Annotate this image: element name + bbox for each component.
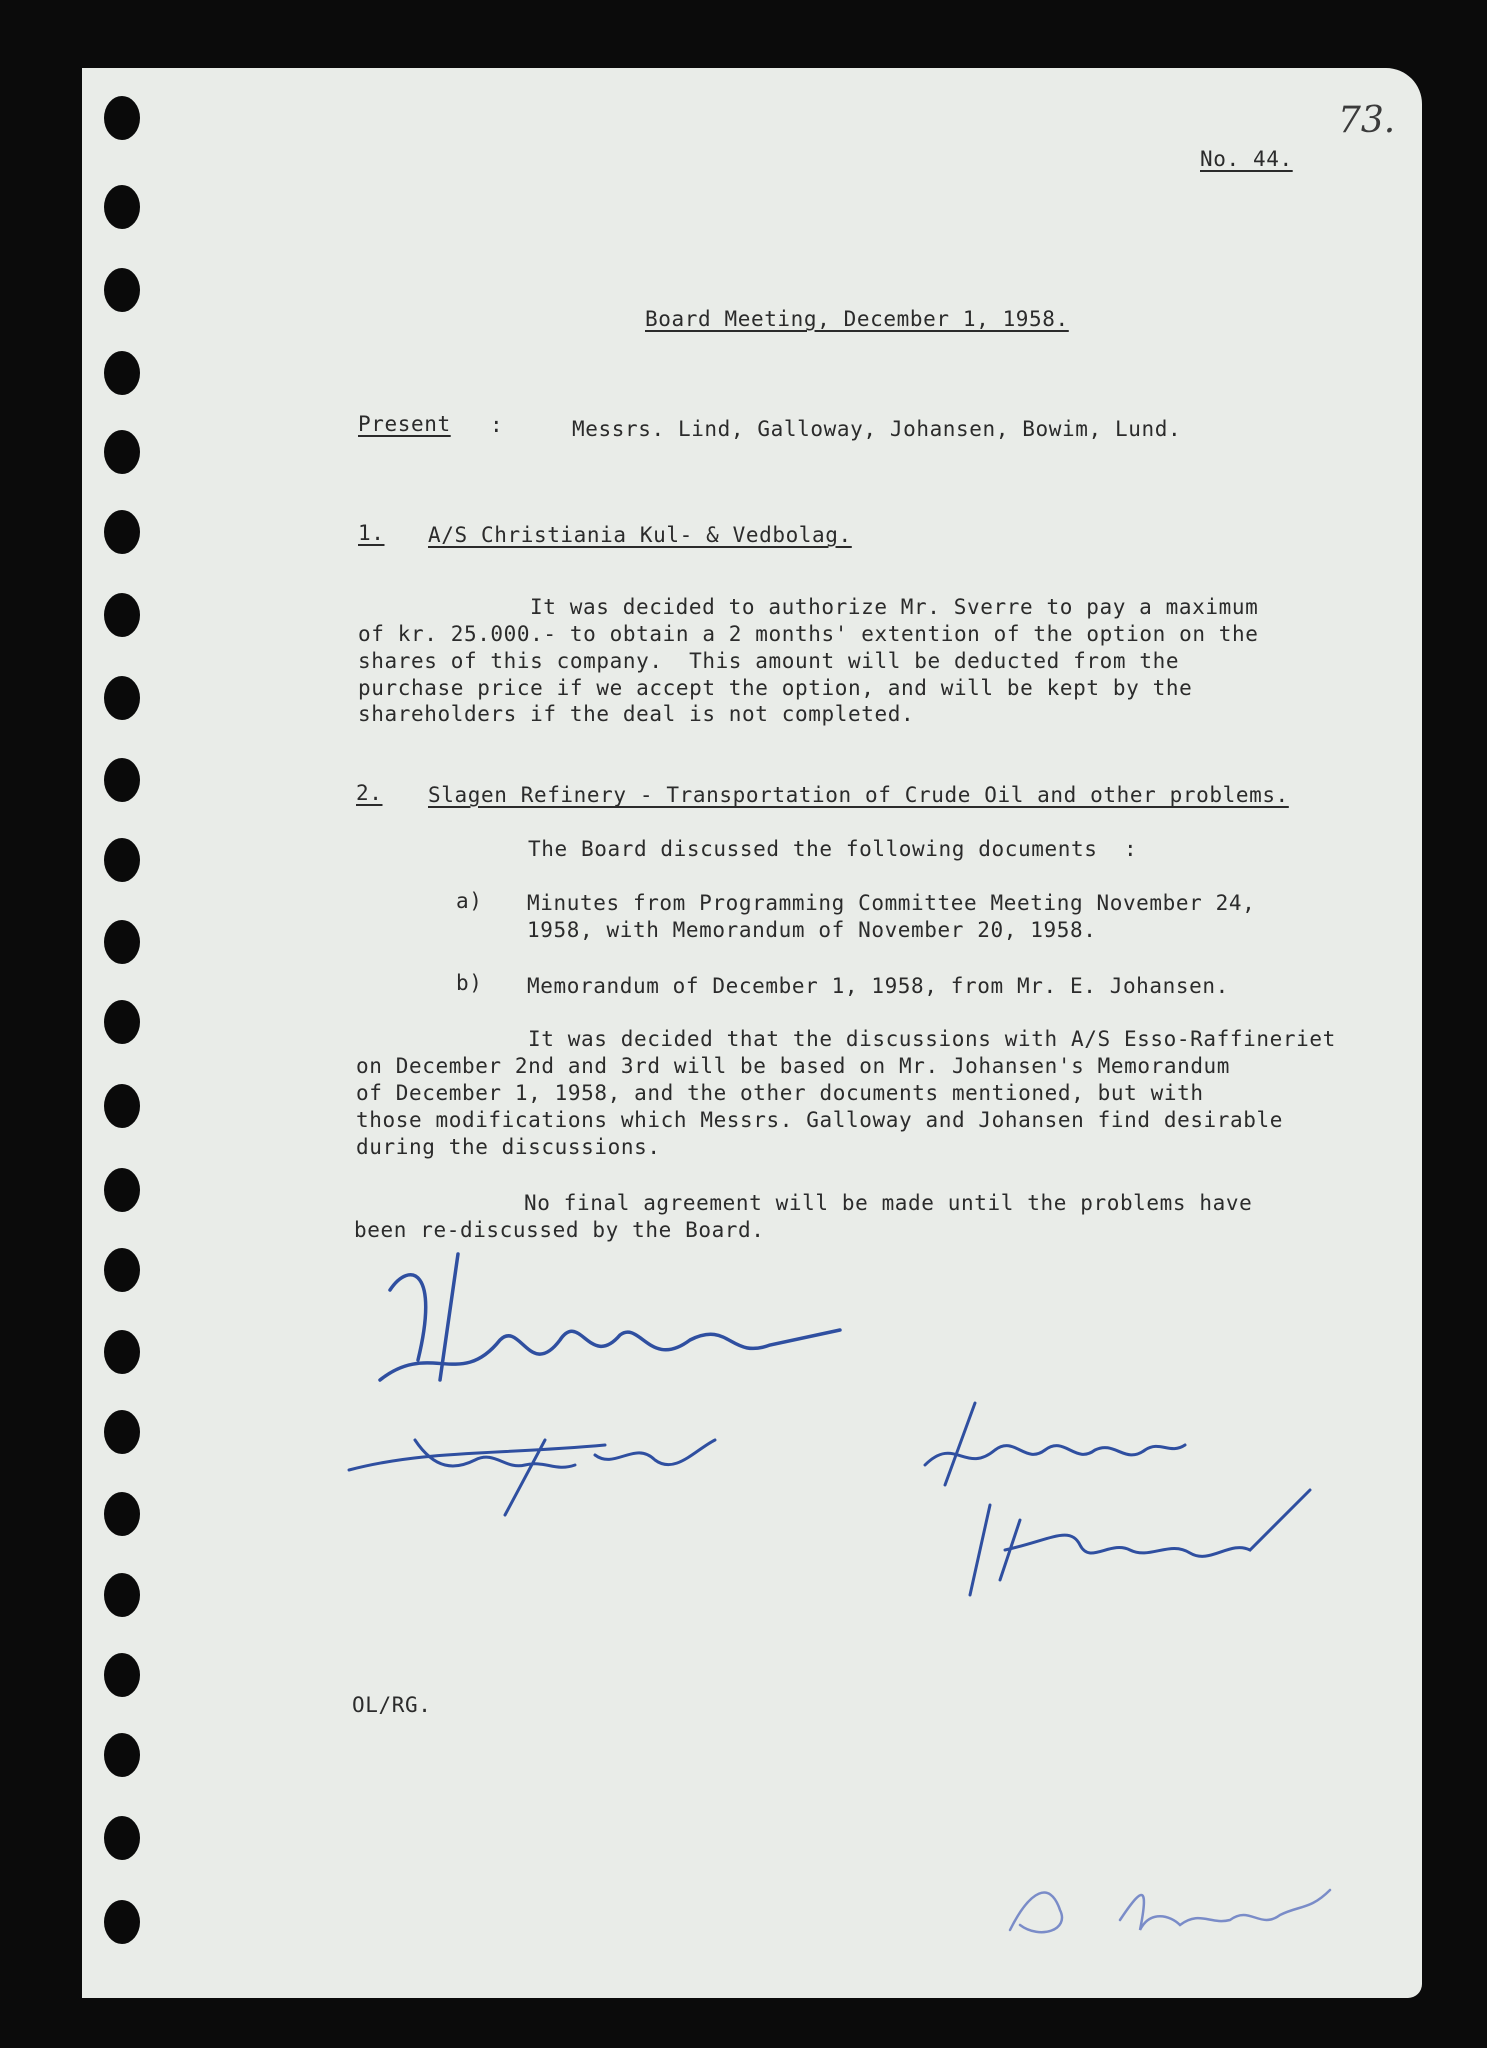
item2-para1-line: of December 1, 1958, and the other documents mentioned, but with: [356, 1081, 1204, 1105]
binder-hole: [104, 185, 140, 229]
item2-para1-line: on December 2nd and 3rd will be based on Mr. Johansen's Memorandum: [356, 1054, 1231, 1078]
binder-hole: [104, 510, 140, 554]
reference-initials: OL/RG.: [352, 1693, 432, 1717]
item2-heading: Slagen Refinery - Transportation of Crude Oil and other problems.: [428, 783, 1289, 807]
binder-hole: [104, 1084, 140, 1128]
binder-hole: [104, 351, 140, 395]
binder-hole: [104, 1000, 140, 1044]
item2-para1-line: those modifications which Messrs. Galloway and Johansen find desirable: [356, 1108, 1284, 1132]
binder-hole: [104, 1330, 140, 1374]
signature-bowim: [905, 1395, 1205, 1495]
present-label: Present: [358, 412, 451, 436]
item1-number: 1.: [358, 521, 385, 545]
binder-hole: [104, 1816, 140, 1860]
list-item-b-line: Memorandum of December 1, 1958, from Mr. E. Johansen.: [527, 974, 1229, 998]
binder-hole: [104, 1248, 140, 1292]
list-marker-b: b): [456, 971, 483, 995]
binder-hole: [104, 758, 140, 802]
item2-intro: The Board discussed the following documents :: [528, 837, 1138, 861]
signature-galloway: [960, 1485, 1320, 1605]
item1-line: shares of this company. This amount will be deducted from the: [358, 649, 1180, 673]
present-names: Messrs. Lind, Galloway, Johansen, Bowim, Lund.: [572, 417, 1182, 441]
item1-line: shareholders if the deal is not completed.: [358, 702, 915, 726]
item1-line: of kr. 25.000.- to obtain a 2 months' extention of the option on the: [358, 622, 1259, 646]
item2-number: 2.: [356, 781, 383, 805]
item1-line: purchase price if we accept the option, and will be kept by the: [358, 676, 1193, 700]
present-colon: :: [490, 413, 504, 437]
list-item-a-line: Minutes from Programming Committee Meeting November 24,: [527, 891, 1256, 915]
item2-para2-line: No final agreement will be made until the problems have: [524, 1191, 1253, 1215]
item2-para2-line: been re-discussed by the Board.: [354, 1218, 765, 1242]
binder-hole: [104, 676, 140, 720]
signature-lind: [370, 1250, 850, 1410]
binder-hole: [104, 838, 140, 882]
item2-para1-line: It was decided that the discussions with A/S Esso-Raffineriet: [528, 1027, 1336, 1051]
signature-johansen: [345, 1410, 725, 1520]
binder-hole: [104, 1168, 140, 1212]
binder-hole: [104, 593, 140, 637]
item1-line: It was decided to authorize Mr. Sverre to pay a maximum: [530, 595, 1259, 619]
binder-hole: [104, 1573, 140, 1617]
binder-hole: [104, 1733, 140, 1777]
document-number: No. 44.: [1200, 147, 1293, 171]
binder-hole: [104, 1492, 140, 1536]
binder-hole: [104, 920, 140, 964]
binder-hole: [104, 1653, 140, 1697]
binder-hole: [104, 96, 140, 140]
binder-hole: [104, 430, 140, 474]
page-number-handwritten: 73.: [1338, 100, 1396, 141]
signature-lund-bottom: [1000, 1870, 1340, 1950]
list-item-a-line: 1958, with Memorandum of November 20, 1958.: [527, 918, 1097, 942]
item1-heading: A/S Christiania Kul- & Vedbolag.: [428, 523, 852, 547]
list-marker-a: a): [456, 889, 483, 913]
binder-hole: [104, 1410, 140, 1454]
document-title: Board Meeting, December 1, 1958.: [645, 307, 1069, 331]
binder-hole: [104, 1900, 140, 1944]
item2-para1-line: during the discussions.: [356, 1135, 661, 1159]
binder-hole: [104, 268, 140, 312]
